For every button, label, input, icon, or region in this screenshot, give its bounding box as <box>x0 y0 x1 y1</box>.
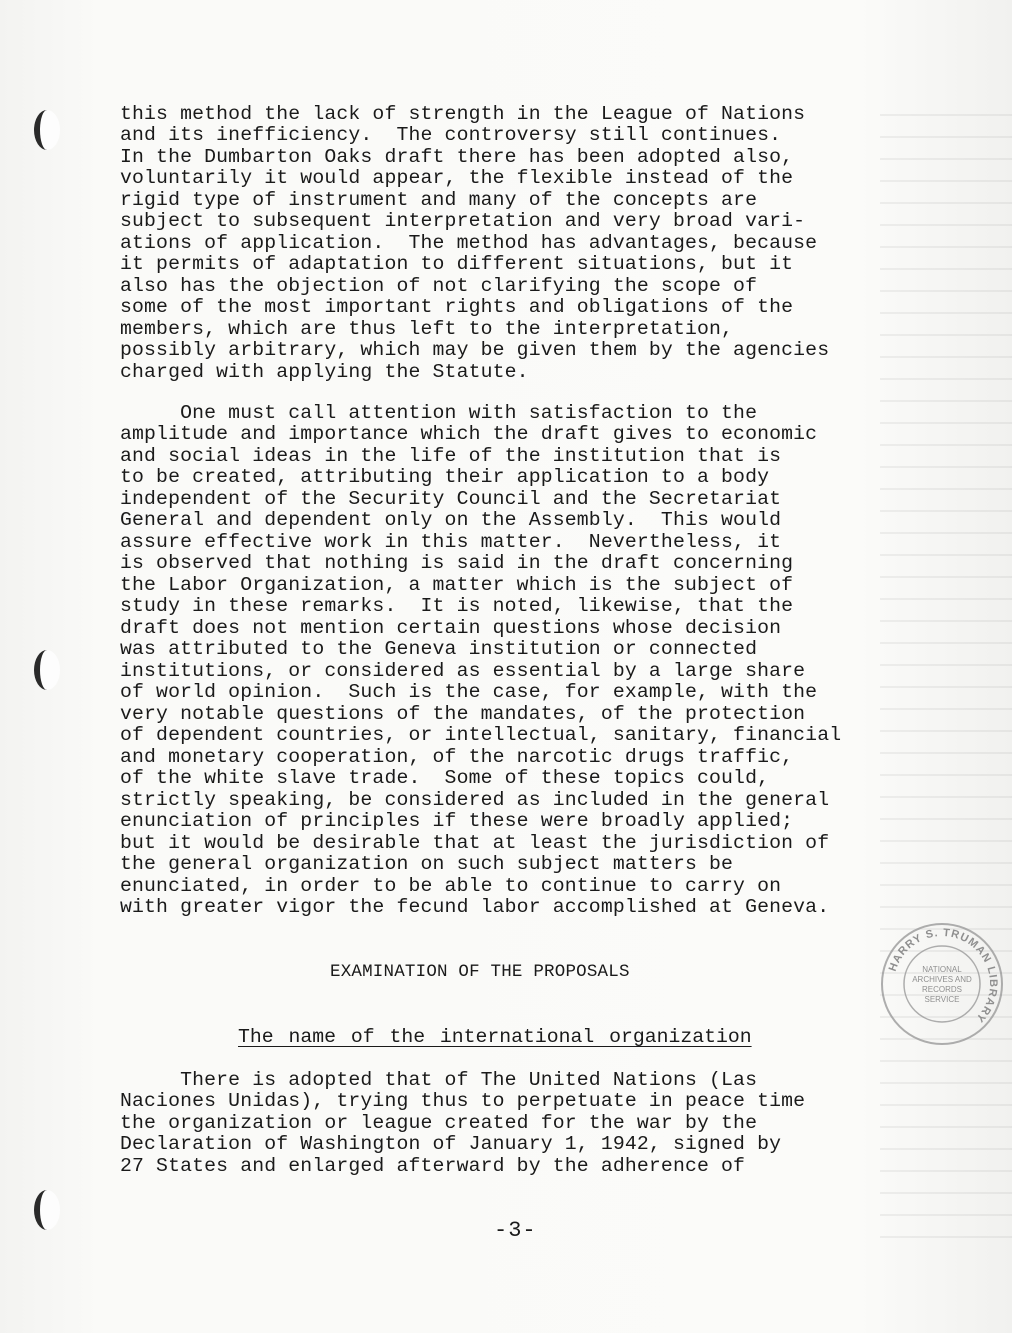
bleed-through-text <box>880 100 1012 1250</box>
stamp-inner-text: RECORDS <box>921 985 963 994</box>
text-line: institutions, or considered as essential by a large share <box>120 660 806 682</box>
text-line: and social ideas in the life of the institution that is <box>120 445 782 467</box>
text-line: draft does not mention certain questions whose decision <box>120 617 782 639</box>
text-line: the Labor Organization, a matter which is the subject of <box>120 574 794 596</box>
text-line: very notable questions of the mandates, of the protection <box>120 703 806 725</box>
text-line: this method the lack of strength in the League of Nations <box>120 103 806 125</box>
text-line: and monetary cooperation, of the narcotic drugs traffic, <box>120 746 794 768</box>
stamp-outer-text: HARRY S. TRUMAN LIBRARY <box>886 926 1000 1025</box>
stamp-inner-text: ARCHIVES AND <box>912 975 972 984</box>
text-line: General and dependent only on the Assembly. This would <box>120 509 782 531</box>
page-number: -3- <box>494 1218 537 1243</box>
text-line: also has the objection of not clarifying the scope of <box>120 275 758 297</box>
punch-hole-middle <box>34 650 60 690</box>
text-line: ations of application. The method has advantages, because <box>120 232 818 254</box>
stamp-inner-text: NATIONAL <box>922 965 962 974</box>
text-line: amplitude and importance which the draft gives to economic <box>120 423 818 445</box>
text-line: some of the most important rights and obligations of the <box>120 296 794 318</box>
text-line: members, which are thus left to the interpretation, <box>120 318 734 340</box>
text-line: the organization or league created for the war by the <box>120 1112 758 1134</box>
text-line: 27 States and enlarged afterward by the adherence of <box>120 1155 746 1177</box>
text-line: There is adopted that of The United Nations (Las <box>120 1069 758 1091</box>
text-line: rigid type of instrument and many of the concepts are <box>120 189 758 211</box>
section-heading: EXAMINATION OF THE PROPOSALS <box>330 962 630 982</box>
punch-hole-top <box>34 110 60 150</box>
text-line: independent of the Security Council and the Secretariat <box>120 488 782 510</box>
text-line: and its inefficiency. The controversy still continues. <box>120 124 782 146</box>
text-line: In the Dumbarton Oaks draft there has been adopted also, <box>120 146 794 168</box>
stamp-inner-text: SERVICE <box>924 995 960 1004</box>
text-line: enunciation of principles if these were broadly applied; <box>120 810 794 832</box>
text-line: of world opinion. Such is the case, for example, with the <box>120 681 818 703</box>
text-line: to be created, attributing their application to a body <box>120 466 770 488</box>
text-line: charged with applying the Statute. <box>120 361 529 383</box>
text-line: One must call attention with satisfaction to the <box>120 402 758 424</box>
text-line: possibly arbitrary, which may be given them by the agencies <box>120 339 830 361</box>
text-line: voluntarily it would appear, the flexible instead of the <box>120 167 794 189</box>
text-line: assure effective work in this matter. Nevertheless, it <box>120 531 782 553</box>
text-line: is observed that nothing is said in the draft concerning <box>120 552 794 574</box>
text-line: enunciated, in order to be able to continue to carry on <box>120 875 782 897</box>
text-line: of dependent countries, or intellectual, sanitary, financial <box>120 724 842 746</box>
text-line: strictly speaking, be considered as included in the general <box>120 789 830 811</box>
text-line: it permits of adaptation to different situations, but it <box>120 253 794 275</box>
punch-hole-bottom <box>34 1190 60 1230</box>
text-line: study in these remarks. It is noted, likewise, that the <box>120 595 794 617</box>
text-line: the general organization on such subject matters be <box>120 853 734 875</box>
text-line: with greater vigor the fecund labor accomplished at Geneva. <box>120 896 830 918</box>
text-line: subject to subsequent interpretation and very broad vari- <box>120 210 806 232</box>
text-line: was attributed to the Geneva institution or connected <box>120 638 758 660</box>
subsection-heading: The name of the international organization <box>238 1026 752 1048</box>
archive-stamp <box>876 918 1008 1050</box>
text-line: but it would be desirable that at least the jurisdiction of <box>120 832 830 854</box>
text-line: Naciones Unidas), trying thus to perpetuate in peace time <box>120 1090 806 1112</box>
text-line: Declaration of Washington of January 1, 1942, signed by <box>120 1133 782 1155</box>
text-line: of the white slave trade. Some of these topics could, <box>120 767 770 789</box>
